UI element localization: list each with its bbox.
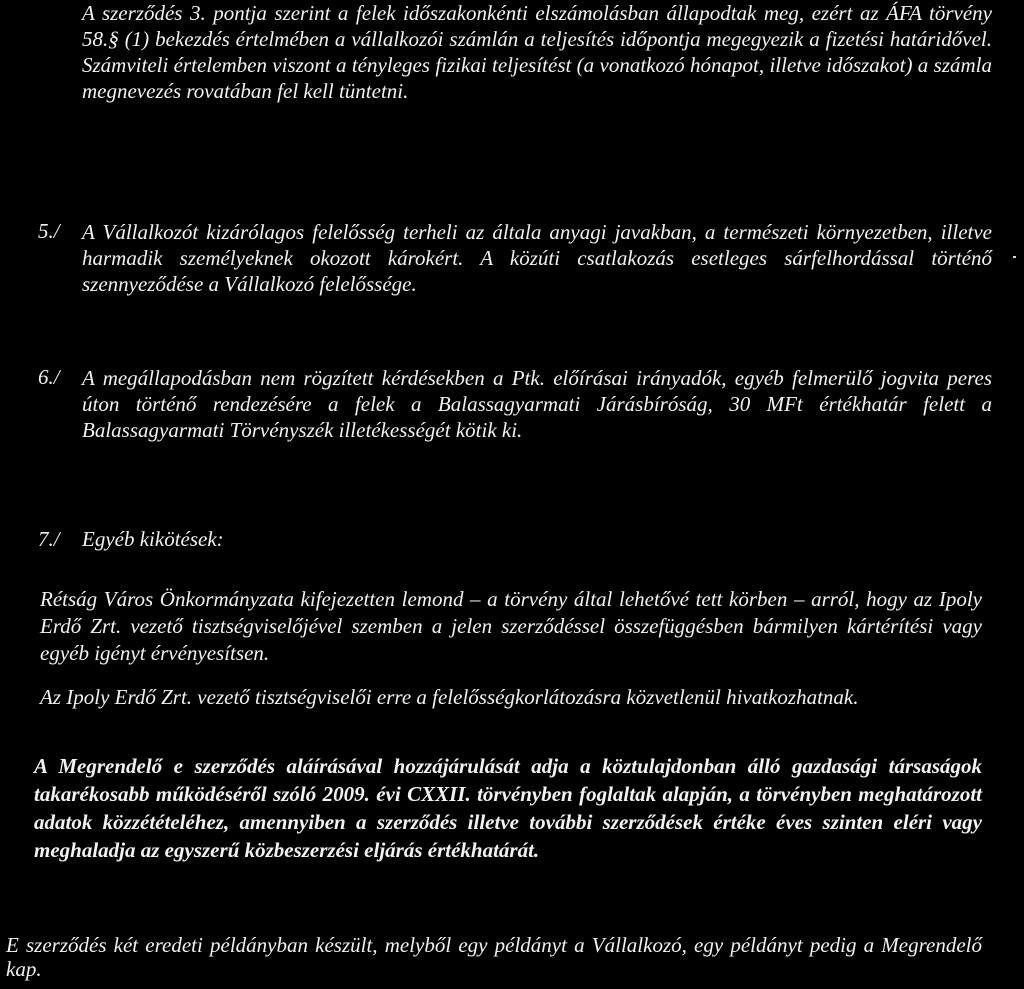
- closing-paragraph: E szerződés két eredeti példányban készült, melyből egy példányt a Vállalkozó, egy példányt pedig a Megrendelő kap.: [6, 933, 982, 981]
- section-number: 6./: [38, 365, 60, 389]
- scan-speck: [1013, 256, 1016, 258]
- consent-paragraph: A Megrendelő e szerződés aláírásával hozzájárulását adja a köztulajdonban álló gazdasági társaságok takarékosabb működéséről szóló 2009. évi CXXII. törvényben foglaltak alapján, a törvényben meghatározott adatok közzétételéhez, amennyiben a szerződés illetve további szerződések értéke éves szinten eléri vagy meghaladja az egyszerű közbeszerzési eljárás értékhatárát.: [34, 754, 982, 862]
- section-text: A Vállalkozót kizárólagos felelősség terheli az általa anyagi javakban, a természeti környezetben, illetve harmadik személyeknek okozott károkért. A közúti csatlakozás esetleges sárfelhordással történő szennyeződése a Vállalkozó felelőssége.: [82, 220, 992, 296]
- waiver-paragraph: Rétság Város Önkormányzata kifejezetten lemond – a törvény által lehetővé tett körben – arról, hogy az Ipoly Erdő Zrt. vezető tisztségviselőjével szemben a jelen szerződéssel összefüggésben bármilyen kártérítési vagy egyéb igényt érvényesítsen.: [40, 587, 982, 665]
- intro-paragraph: A szerződés 3. pontja szerint a felek időszakonkénti elszámolásban állapodtak meg, ezért az ÁFA törvény 58.§ (1) bekezdés értelmében a vállalkozói számlán a teljesítés időpontja megegyezik a fizetési határidővel. Számviteli értelemben viszont a tényleges fizikai teljesítést (a vonatkozó hónapot, illetve időszakot) a számla megnevezés rovatában fel kell tüntetni.: [82, 1, 992, 103]
- section-text: Egyéb kikötések:: [82, 527, 224, 551]
- section-number: 5./: [38, 219, 60, 243]
- section-number: 7./: [38, 527, 60, 551]
- section-text: A megállapodásban nem rögzített kérdésekben a Ptk. előírásai irányadók, egyéb felmerülő jogvita peres úton történő rendezésére a felek a Balassagyarmati Járásbíróság, 30 MFt értékhatár felett a Balassagyarmati Törvényszék illetékességét kötik ki.: [82, 366, 992, 442]
- officers-paragraph: Az Ipoly Erdő Zrt. vezető tisztségviselői erre a felelősségkorlátozásra közvetlenül hivatkozhatnak.: [40, 685, 859, 709]
